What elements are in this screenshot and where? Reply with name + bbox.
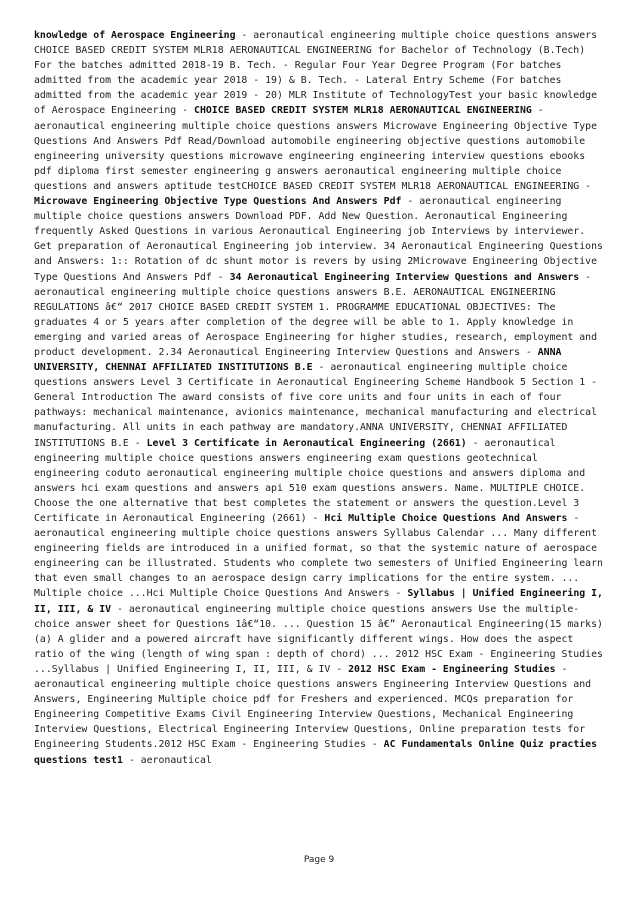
text-segment: - aeronautical engineering multiple choice questions answers B.E. AERONAUTICAL ENGINEERING REGULATIONS â€“ 2017 CHOICE BASED CREDIT SYSTEM 1. PROGRAMME EDUCATIONAL OBJECTIVES: The graduates 4 or 5 years after completion of the degree will be able to 1. Apply knowledge in emerging and varied areas of Aerospace Engineering for higher studies, research, employment and product development. 2.34 Aeronautical Engineering Interview Questions and Answers - (34, 271, 598, 358)
heading-segment: AC Fundamentals Online Quiz practies questions test1 (34, 739, 598, 766)
heading-segment: CHOICE BASED CREDIT SYSTEM MLR18 AERONAUTICAL ENGINEERING (194, 105, 532, 117)
heading-segment: Hci Multiple Choice Questions And Answers (324, 513, 568, 524)
heading-segment: 2012 HSC Exam - Engineering Studies (348, 663, 556, 675)
page-footer (0, 855, 638, 865)
text-segment: - aeronautical engineering multiple choice questions answers Microwave Engineering Objective Type Questions And Answers Pdf Read/Download automobile engineering objective questions automobile engineering university questions microwave engineering engineering interview questions ebooks pdf diploma first semester engineering g answers aeronautical engineering multiple choice questions and answers aptitude testCHOICE BASED CREDIT SYSTEM MLR18 AERONAUTICAL ENGINEERING - (34, 105, 598, 192)
heading-segment: Microwave Engineering Objective Type Questions And Answers Pdf (34, 196, 402, 208)
heading-segment: Level 3 Certificate in Aeronautical Engineering (2661) (146, 437, 467, 449)
body-text (34, 28, 606, 768)
heading-segment: Syllabus | Unified Engineering I, II, III, & IV (34, 588, 603, 615)
text-segment: - aeronautical (122, 754, 212, 766)
text-segment: - aeronautical engineering multiple choice questions answers CHOICE BASED CREDIT SYSTEM MLR18 AERONAUTICAL ENGINEERING for Bachelor of Technology (B.Tech) For the batches admitted 2018-19 B. Tech. - Regular Four Year Degree Program (For batches admitted from the academic year 2018 - 19) & B. Tech. - Lateral Entry Scheme (For batches admitted from the academic year 2019 - 20) MLR Institute of TechnologyTest your basic knowledge of Aerospace Engineering - (34, 30, 598, 117)
text-segment: - aeronautical engineering multiple choice questions answers Use the multiple-choice answer sheet for Questions 1â€“10. ... Question 15 â€” Aeronautical Engineering(15 marks) (a) A glider and a powered aircraft have significantly different wings. How does the aspect ratio of the wing (length of wing span : depth of chord) ... 2012 HSC Exam - Engineering Studies ...Syllabus | Unified Engineering I, II, III, & IV - (34, 603, 603, 675)
heading-segment: knowledge of Aerospace Engineering (34, 30, 236, 41)
text-segment: - aeronautical engineering multiple choice questions answers Engineering Interview Questions and Answers, Engineering Multiple choice pdf for Freshers and experienced. MCQs preparation for Engineering Competitive Exams Civil Engineering Interview Questions, Mechanical Engineering Interview Questions, Electrical Engineering Interview Questions, Online preparation tests for Engineering Students.2012 HSC Exam - Engineering Studies - (34, 663, 592, 751)
text-segment: - aeronautical engineering multiple choice questions answers Level 3 Certificate in Aeronautical Engineering Scheme Handbook 5 Section 1 - General Introduction The award consists of five core units and four units in each of four pathways: mechanical maintenance, avionics maintenance, mechanical manufacturing and electrical manufacturing. All units in each pathway are mandatory.ANNA UNIVERSITY, CHENNAI AFFILIATED INSTITUTIONS B.E - (34, 362, 598, 449)
heading-segment: 34 Aeronautical Engineering Interview Questions and Answers (229, 271, 580, 283)
page-number: Page 9 (303, 855, 335, 865)
text-segment: - aeronautical engineering multiple choice questions answers Download PDF. Add New Question. Aeronautical Engineering frequently Asked Questions in various Aeronautical Engineering job Interviews by interviewer. Get preparation of Aeronautical Engineering job interview. 34 Aeronautical Engineering Questions and Answers: 1:: Rotation of dc shunt motor is revers by using 2Microwave Engineering Objective Type Questions And Answers Pdf - (34, 196, 603, 283)
text-segment: - aeronautical engineering multiple choice questions answers Syllabus Calendar ... Many different engineering fields are introduced in a unified format, so that the systemic nature of aerospace engineering can be illustrated. Students who complete two semesters of Unified Engineering learn that even small changes to an aerospace design carry implications for the entire system. ... Multiple choice ...Hci Multiple Choice Questions And Answers - (34, 513, 603, 600)
text-segment: - aeronautical engineering multiple choice questions answers engineering exam questions geotechnical engineering coduto aeronautical engineering multiple choice questions and answers diploma and answers hci exam questions and answers api 510 exam questions answers. Name. MULTIPLE CHOICE. Choose the one alternative that best completes the statement or answers the question.Level 3 Certificate in Aeronautical Engineering (2661) - (34, 437, 586, 524)
heading-segment: ANNA UNIVERSITY, CHENNAI AFFILIATED INSTITUTIONS B.E (34, 346, 562, 374)
